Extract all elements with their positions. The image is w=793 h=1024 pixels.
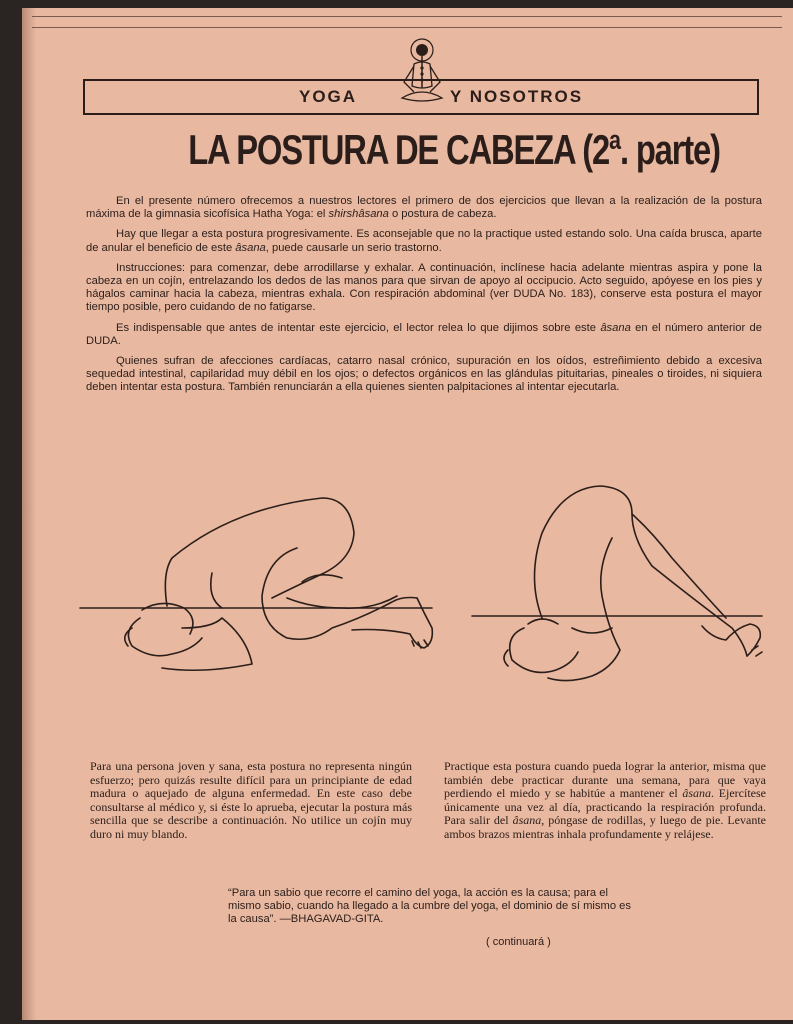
paragraph-instructions: Instrucciones: para comenzar, debe arrodillarse y exhalar. A continuación, inclínese hacia adelante mientras aspira y pone la cabeza en un cojín, entrelazando los dedos de las manos para que sirvan de apoyo al occipucio. Acto seguido, apóyese en los pies y hágalos caminar hacia la cabeza, mientras exhala. Con respiración abdominal (ver DUDA No. 183), conserve esta postura el mayor tiempo posible, pero cuidando de no fatigarse. xyxy=(86,261,762,314)
section-header-right: Y NOSOTROS xyxy=(450,87,584,106)
kneeling-figure-drawing xyxy=(80,498,432,670)
quote-text: “Para un sabio que recorre el camino del yoga, la acción es la causa; para el mismo sabio, cuando ha llegado a la cumbre del yoga, el dominio de sí mismo es la causa”. —BHAGAVAD-GITA. xyxy=(228,887,631,926)
continued-note: ( continuará ) xyxy=(486,936,551,948)
magazine-page xyxy=(22,8,793,1020)
headstand-posture-illustration xyxy=(72,478,772,698)
section-header-left: YOGA xyxy=(299,87,358,106)
article-intro xyxy=(86,195,762,402)
paragraph-warnings: Quienes sufran de afecciones cardíacas, catarro nasal crónico, supuración en los oídos, estreñimiento debido a excesiva sequedad intestinal, capilaridad muy débil en los ojos; o defectos orgánicos en las glándulas pituitarias, pineales o tiroides, ni siquiera deben intentar esta postura. También renunciarán a ella quienes sienten palpitaciones al intentar ejecutarla. xyxy=(86,355,762,394)
article-title: LA POSTURA DE CABEZA (2ª. parte) xyxy=(188,126,720,173)
paragraph-intro-4: Es indispensable que antes de intentar este ejercicio, el lector relea lo que dijimos sobre este âsana en el número anterior de DUDA. xyxy=(86,321,762,347)
page-gutter-shadow xyxy=(22,8,36,1020)
paragraph-intro-2: Hay que llegar a esta postura progresivamente. Es aconsejable que no la practique usted estando solo. Una caída brusca, aparte de anular el beneficio de este âsana, puede causarle un serio trastorno. xyxy=(86,228,762,254)
paragraph-intro-1: En el presente número ofrecemos a nuestros lectores el primero de dos ejercicios que llevan a la realización de la postura máxima de la gimnasia sicofísica Hatha Yoga: el shirshâsana o postura de cabeza. xyxy=(86,195,762,221)
column-right xyxy=(444,760,766,842)
paragraph-column-right: Practique esta postura cuando pueda lograr la anterior, misma que también debe practicar durante una semana, para que vaya perdiendo el miedo y se habitúe a mantener el âsana. Ejercítese únicamente una vez al día, practicando la respiración profunda. Para salir del âsana, póngase de rodillas, y luego de pie. Levante ambos brazos mientras inhala profundamente y relájese. xyxy=(444,759,766,841)
pike-figure-drawing xyxy=(472,486,762,681)
top-rule-lines xyxy=(32,16,782,28)
column-left xyxy=(90,760,412,842)
meditating-figure-logo xyxy=(392,36,452,116)
paragraph-column-left: Para una persona joven y sana, esta postura no representa ningún esfuerzo; pero quizás resulte difícil para un principiante de edad madura o aquejado de alguna enfermedad. En este caso debe consultarse al médico y, si éste lo aprueba, ejecutar la postura más sencilla que se describe a continuación. No utilice un cojín muy duro ni muy blando. xyxy=(90,759,412,841)
closing-quote xyxy=(228,887,640,927)
